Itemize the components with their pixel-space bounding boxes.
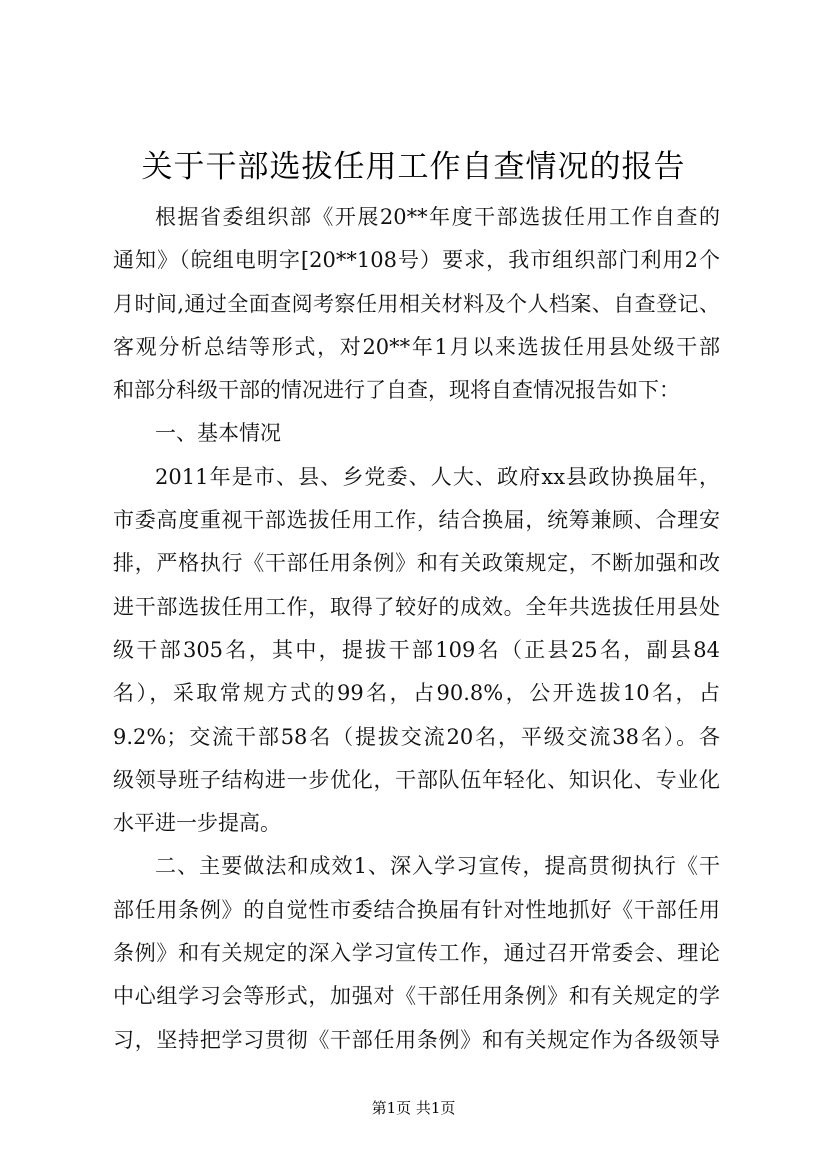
paragraph-line: 条例》和有关规定的深入学习宣传工作，通过召开常委会、理论 (113, 941, 720, 966)
paragraph-line: 根据省委组织部《开展20**年度干部选拔任用工作自查的 (155, 205, 720, 229)
paragraph-line: 二、主要做法和成效1、深入学习宣传，提高贯彻执行《干 (155, 854, 720, 879)
paragraph-line: 部任用条例》的自觉性市委结合换届有针对性地抓好《干部任用 (113, 897, 720, 922)
paragraph-line: 市委高度重视干部选拔任用工作，结合换届，统筹兼顾、合理安 (113, 508, 720, 533)
document-body (113, 196, 720, 1062)
paragraph-line: 月时间,通过全面查阅考察任用相关材料及个人档案、自查登记、 (113, 291, 720, 316)
paragraph-line: 中心组学习会等形式，加强对《干部任用条例》和有关规定的学 (113, 984, 720, 1009)
paragraph-line: 9.2%；交流干部58名（提拔交流20名，平级交流38名）。各 (113, 724, 720, 749)
paragraph-line: 和部分科级干部的情况进行了自查，现将自查情况报告如下： (113, 378, 680, 403)
paragraph-line: 排，严格执行《干部任用条例》和有关政策规定，不断加强和改 (113, 551, 720, 576)
paragraph-line: 级干部305名，其中，提拔干部109名（正县25名，副县84 (113, 637, 720, 662)
paragraph-line: 通知》（皖组电明字[20**108号）要求，我市组织部门利用2个 (113, 248, 720, 273)
section-heading: 一、基本情况 (155, 421, 281, 446)
document-title: 关于干部选拔任用工作自查情况的报告 (141, 149, 686, 185)
paragraph-line: 名），采取常规方式的99名，占90.8%，公开选拔10名，占 (113, 681, 720, 706)
paragraph-line: 习，坚持把学习贯彻《干部任用条例》和有关规定作为各级领导 (113, 1027, 720, 1052)
paragraph-line: 进干部选拔任用工作，取得了较好的成效。全年共选拔任用县处 (113, 594, 720, 619)
paragraph-line: 客观分析总结等形式，对20**年1月以来选拔任用县处级干部 (113, 334, 720, 359)
paragraph-line: 级领导班子结构进一步优化，干部队伍年轻化、知识化、专业化 (113, 767, 720, 792)
page-footer (0, 1098, 827, 1118)
paragraph-line: 水平进一步提高。 (113, 811, 281, 836)
page-number-label: 第1页 共1页 (371, 1099, 456, 1117)
paragraph-line: 2011年是市、县、乡党委、人大、政府xx县政协换届年， (155, 464, 720, 489)
